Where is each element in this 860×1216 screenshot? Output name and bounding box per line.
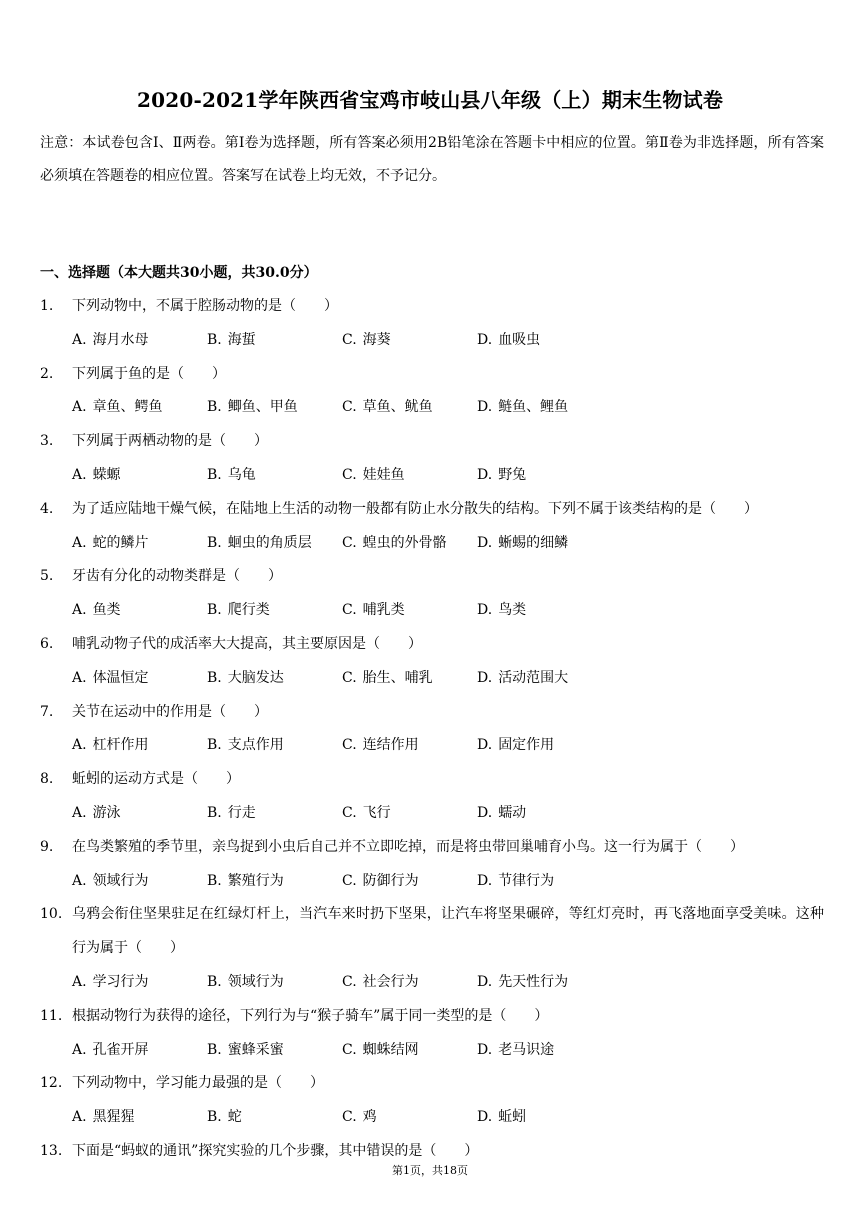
answer-option [207, 1034, 342, 1068]
answer-option [72, 729, 207, 763]
option-text: 防御行为 [362, 872, 419, 889]
question-item [40, 1000, 824, 1034]
option-text: 草鱼、鱿鱼 [362, 399, 433, 416]
option-letter: C. [342, 804, 357, 821]
question-number: 7. [40, 703, 54, 720]
option-letter: D. [477, 669, 493, 686]
option-text: 鲫鱼、甲鱼 [227, 399, 298, 416]
option-text: 血吸虫 [498, 331, 541, 348]
option-text: 先天性行为 [498, 973, 569, 990]
option-letter: B. [207, 534, 222, 551]
option-letter: A. [72, 973, 87, 990]
option-letter: A. [72, 669, 87, 686]
option-letter: A. [72, 534, 87, 551]
option-letter: C. [342, 1109, 357, 1126]
option-text: 野兔 [498, 466, 527, 483]
option-text: 黑猩猩 [92, 1109, 135, 1126]
option-letter: C. [342, 399, 357, 416]
option-letter: B. [207, 399, 222, 416]
question-stem: 根据动物行为获得的途径，下列行为与“猴子骑车”属于同一类型的是（ ） [72, 1007, 549, 1024]
option-letter: A. [72, 331, 87, 348]
answer-option [342, 865, 477, 899]
option-letter: B. [207, 737, 222, 754]
option-letter: B. [207, 872, 222, 889]
answer-option [207, 527, 342, 561]
question-stem: 在鸟类繁殖的季节里，亲鸟捉到小虫后自己并不立即吃掉，而是将虫带回巢哺育小鸟。这一行为属于（ ） [72, 838, 744, 855]
option-letter: A. [72, 1041, 87, 1058]
option-text: 蜥蜴的细鳞 [498, 534, 569, 551]
option-text: 爬行类 [227, 602, 270, 619]
option-text: 活动范围大 [498, 669, 569, 686]
question-number: 1. [40, 298, 54, 314]
option-text: 蛇的鳞片 [92, 534, 149, 551]
answer-option [342, 966, 477, 1000]
option-text: 固定作用 [498, 737, 555, 754]
answer-option [477, 391, 612, 425]
answer-options [72, 391, 824, 425]
question-stem: 下列动物中，学习能力最强的是（ ） [72, 1075, 324, 1092]
option-letter: D. [477, 1109, 493, 1126]
option-text: 蛔虫的角质层 [227, 534, 312, 551]
answer-option [207, 594, 342, 628]
answer-option [342, 797, 477, 831]
option-letter: A. [72, 804, 87, 821]
question-number: 5. [40, 568, 54, 585]
option-letter: D. [477, 399, 493, 416]
question-stem: 哺乳动物子代的成活率大大提高，其主要原因是（ ） [72, 635, 422, 652]
answer-option [342, 527, 477, 561]
question-stem: 下列动物中，不属于腔肠动物的是（ ） [72, 298, 338, 314]
option-text: 海蜇 [227, 331, 256, 348]
option-text: 胎生、哺乳 [362, 669, 433, 686]
option-text: 飞行 [362, 804, 391, 821]
option-text: 体温恒定 [92, 669, 149, 686]
question-item [40, 560, 824, 594]
option-text: 老马识途 [498, 1041, 555, 1058]
option-text: 行走 [227, 804, 256, 821]
question-number: 6. [40, 635, 54, 652]
option-letter: D. [477, 1041, 493, 1058]
answer-option [207, 1101, 342, 1135]
option-text: 海月水母 [92, 331, 149, 348]
option-letter: B. [207, 669, 222, 686]
option-text: 孔雀开屏 [92, 1041, 149, 1058]
answer-option [207, 662, 342, 696]
answer-option [342, 324, 477, 358]
option-letter: D. [477, 872, 493, 889]
answer-option [477, 729, 612, 763]
option-text: 学习行为 [92, 973, 149, 990]
option-letter: A. [72, 1109, 87, 1126]
option-text: 鲢鱼、鲤鱼 [498, 399, 569, 416]
option-letter: B. [207, 602, 222, 619]
option-text: 游泳 [92, 804, 121, 821]
answer-option [342, 391, 477, 425]
option-letter: D. [477, 804, 493, 821]
option-letter: D. [477, 602, 493, 619]
answer-option [342, 594, 477, 628]
option-text: 蠕动 [498, 804, 527, 821]
answer-options [72, 594, 824, 628]
question-number: 13. [40, 1142, 63, 1159]
question-item [40, 831, 824, 865]
option-letter: A. [72, 602, 87, 619]
exam-title: 2020-2021学年陕西省宝鸡市岐山县八年级（上）期末生物试卷 [136, 88, 724, 112]
answer-options [72, 797, 824, 831]
option-text: 娃娃鱼 [362, 466, 405, 483]
option-text: 蜜蜂采蜜 [227, 1041, 284, 1058]
option-text: 鸡 [362, 1109, 377, 1126]
option-text: 蜘蛛结网 [362, 1041, 419, 1058]
answer-option [477, 459, 612, 493]
answer-option [207, 391, 342, 425]
question-number: 4. [40, 500, 54, 517]
answer-option [207, 797, 342, 831]
answer-options [72, 324, 824, 358]
option-text: 蚯蚓 [498, 1109, 527, 1126]
option-letter: B. [207, 1109, 222, 1126]
question-stem: 乌鸦会衔住坚果驻足在红绿灯杆上，当汽车来时扔下坚果，让汽车将坚果碾碎，等红灯亮时，再飞落地面享受美味。这种行为属于（ ） [72, 906, 824, 957]
option-text: 支点作用 [227, 737, 284, 754]
answer-option [477, 797, 612, 831]
option-letter: C. [342, 602, 357, 619]
answer-option [477, 865, 612, 899]
answer-option [477, 1034, 612, 1068]
answer-option [477, 966, 612, 1000]
option-letter: B. [207, 973, 222, 990]
option-letter: A. [72, 737, 87, 754]
answer-option [342, 459, 477, 493]
option-text: 海葵 [362, 331, 391, 348]
exam-notice: 注意：本试卷包含Ⅰ、Ⅱ两卷。第Ⅰ卷为选择题，所有答案必须用2B铅笔涂在答题卡中相应的位置。第Ⅱ卷为非选择题，所有答案必须填在答题卷的相应位置。答案写在试卷上均无效，不予记分。 [40, 135, 824, 184]
option-text: 连结作用 [362, 737, 419, 754]
question-number: 11. [40, 1007, 63, 1024]
answer-option [477, 527, 612, 561]
answer-option [72, 594, 207, 628]
option-text: 鱼类 [92, 602, 121, 619]
option-text: 蛇 [227, 1109, 242, 1126]
question-stem: 下列属于两栖动物的是（ ） [72, 433, 268, 450]
answer-option [72, 527, 207, 561]
option-letter: C. [342, 669, 357, 686]
answer-option [342, 729, 477, 763]
question-item [40, 493, 824, 527]
answer-option [207, 729, 342, 763]
option-letter: C. [342, 737, 357, 754]
page-footer: 第1页，共18页 [392, 1164, 468, 1177]
question-item [40, 628, 824, 662]
question-stem: 下面是“蚂蚁的通讯”探究实验的几个步骤，其中错误的是（ ） [72, 1142, 479, 1159]
answer-option [207, 966, 342, 1000]
section-heading: 一、选择题（本大题共30小题，共30.0分） [40, 265, 318, 281]
option-letter: D. [477, 331, 493, 348]
answer-option [207, 459, 342, 493]
option-letter: C. [342, 534, 357, 551]
option-letter: C. [342, 331, 357, 348]
answer-option [477, 662, 612, 696]
answer-option [207, 324, 342, 358]
option-text: 杠杆作用 [92, 737, 149, 754]
option-letter: A. [72, 872, 87, 889]
option-text: 领域行为 [92, 872, 149, 889]
answer-options [72, 1034, 824, 1068]
answer-option [72, 459, 207, 493]
option-text: 节律行为 [498, 872, 555, 889]
option-text: 鸟类 [498, 602, 527, 619]
option-letter: D. [477, 737, 493, 754]
question-stem: 下列属于鱼的是（ ） [72, 365, 226, 382]
question-number: 12. [40, 1075, 63, 1092]
question-stem: 蚯蚓的运动方式是（ ） [72, 771, 240, 788]
question-item [40, 358, 824, 392]
option-letter: C. [342, 1041, 357, 1058]
option-letter: C. [342, 872, 357, 889]
question-list [40, 290, 824, 1169]
option-text: 领域行为 [227, 973, 284, 990]
question-item [40, 898, 824, 966]
answer-option [72, 324, 207, 358]
answer-option [342, 662, 477, 696]
answer-options [72, 662, 824, 696]
answer-options [72, 527, 824, 561]
answer-option [342, 1034, 477, 1068]
question-number: 10. [40, 906, 63, 923]
question-number: 2. [40, 365, 54, 382]
answer-option [477, 1101, 612, 1135]
answer-option [72, 662, 207, 696]
answer-options [72, 966, 824, 1000]
answer-options [72, 1101, 824, 1135]
question-number: 9. [40, 838, 54, 855]
option-letter: B. [207, 804, 222, 821]
option-text: 乌龟 [227, 466, 256, 483]
option-text: 蝾螈 [92, 466, 121, 483]
answer-option [72, 797, 207, 831]
question-item [40, 1067, 824, 1101]
answer-option [72, 391, 207, 425]
answer-option [477, 324, 612, 358]
answer-options [72, 865, 824, 899]
answer-options [72, 459, 824, 493]
option-letter: C. [342, 973, 357, 990]
option-text: 章鱼、鳄鱼 [92, 399, 163, 416]
answer-option [207, 865, 342, 899]
answer-option [72, 1101, 207, 1135]
question-item [40, 696, 824, 730]
option-letter: A. [72, 399, 87, 416]
question-number: 8. [40, 771, 54, 788]
question-item [40, 425, 824, 459]
question-stem: 牙齿有分化的动物类群是（ ） [72, 568, 282, 585]
answer-option [72, 1034, 207, 1068]
option-letter: B. [207, 1041, 222, 1058]
option-text: 社会行为 [362, 973, 419, 990]
option-text: 繁殖行为 [227, 872, 284, 889]
answer-option [342, 1101, 477, 1135]
option-text: 大脑发达 [227, 669, 284, 686]
option-letter: B. [207, 466, 222, 483]
question-item [40, 763, 824, 797]
option-letter: A. [72, 466, 87, 483]
option-letter: D. [477, 973, 493, 990]
answer-option [72, 966, 207, 1000]
question-stem: 关节在运动中的作用是（ ） [72, 703, 268, 720]
option-letter: D. [477, 534, 493, 551]
option-text: 哺乳类 [362, 602, 405, 619]
option-letter: D. [477, 466, 493, 483]
question-stem: 为了适应陆地干燥气候，在陆地上生活的动物一般都有防止水分散失的结构。下列不属于该类结构的是（ ） [72, 500, 758, 517]
answer-option [477, 594, 612, 628]
option-letter: B. [207, 331, 222, 348]
option-text: 蝗虫的外骨骼 [362, 534, 447, 551]
answer-options [72, 729, 824, 763]
question-item [40, 290, 824, 324]
question-number: 3. [40, 433, 54, 450]
option-letter: C. [342, 466, 357, 483]
answer-option [72, 865, 207, 899]
